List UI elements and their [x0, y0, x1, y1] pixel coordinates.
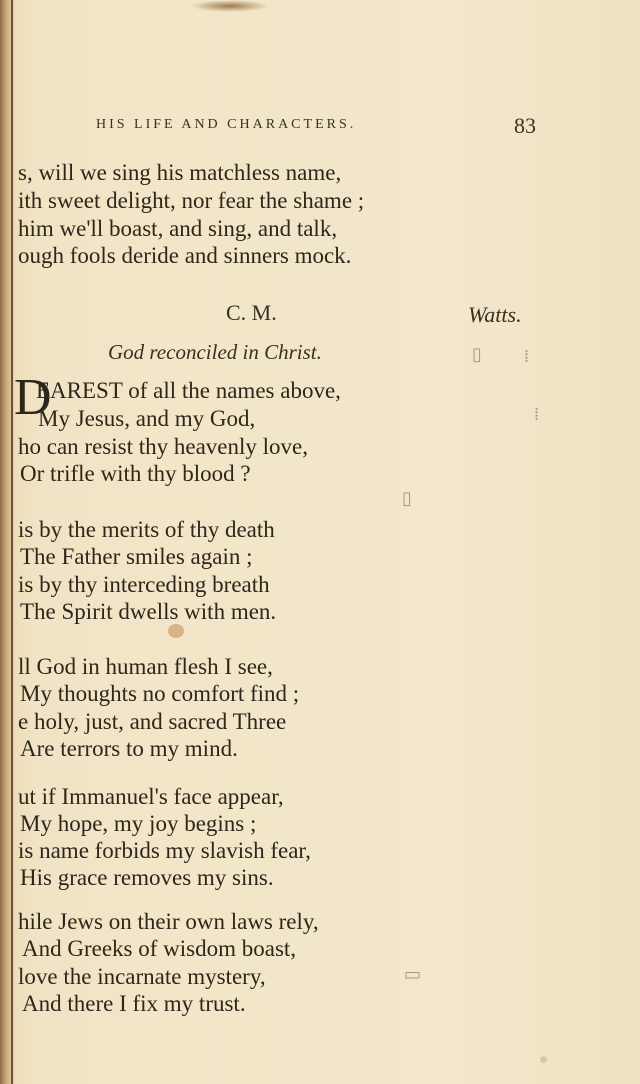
stanza-4-line: is name forbids my slavish fear,	[18, 838, 311, 863]
stanza-2-line: is by the merits of thy death	[18, 517, 275, 542]
stanza-5-line: And there I fix my trust.	[22, 991, 246, 1016]
faint-mark: ⁞	[534, 404, 540, 424]
stanza-1-line: EAREST of all the names above,	[36, 378, 341, 403]
stanza-4-line: His grace removes my sins.	[20, 865, 274, 890]
drop-cap: D	[14, 369, 52, 426]
stanza-1-line: My Jesus, and my God,	[38, 406, 256, 431]
faint-mark: ▭	[404, 964, 422, 984]
stanza-3-line: My thoughts no comfort find ;	[20, 681, 300, 706]
stanza-5-line: And Greeks of wisdom boast,	[22, 936, 297, 961]
stanza-5-line: hile Jews on their own laws rely,	[18, 909, 319, 934]
stanza-3-line: e holy, just, and sacred Three	[18, 709, 287, 734]
stanza-2-line: The Spirit dwells with men.	[20, 599, 277, 624]
hymn-subtitle: God reconciled in Christ.	[108, 340, 322, 364]
stanza-4-line: ut if Immanuel's face appear,	[18, 784, 284, 809]
stanza-2-line: The Father smiles again ;	[20, 544, 253, 569]
stanza-2-line: is by thy interceding breath	[18, 572, 270, 597]
stain	[190, 0, 270, 12]
hymn-author: Watts.	[468, 302, 522, 327]
paper-stain	[540, 1056, 547, 1063]
continued-line: ough fools deride and sinners mock.	[18, 243, 352, 268]
stanza-1-line: Or trifle with thy blood ?	[20, 461, 251, 486]
stanza-5-line: love the incarnate mystery,	[18, 964, 266, 989]
faint-mark: ▯	[402, 488, 412, 508]
stanza-1-line: ho can resist thy heavenly love,	[18, 434, 308, 459]
hymn-meter: C. M.	[226, 300, 277, 325]
stanza-4-line: My hope, my joy begins ;	[20, 811, 257, 836]
continued-line: s, will we sing his matchless name,	[18, 160, 342, 185]
running-header: HIS LIFE AND CHARACTERS.	[96, 117, 357, 132]
continued-line: him we'll boast, and sing, and talk,	[18, 216, 338, 241]
stanza-3-line: Are terrors to my mind.	[20, 736, 238, 761]
faint-mark: ⁞	[524, 346, 530, 366]
faint-mark: ▯	[472, 344, 482, 364]
page-number: 83	[514, 113, 536, 138]
continued-line: ith sweet delight, nor fear the shame ;	[18, 188, 365, 213]
gutter-edge	[11, 0, 13, 1084]
stanza-3-line: ll God in human flesh I see,	[18, 654, 273, 679]
paper-stain	[168, 624, 184, 638]
